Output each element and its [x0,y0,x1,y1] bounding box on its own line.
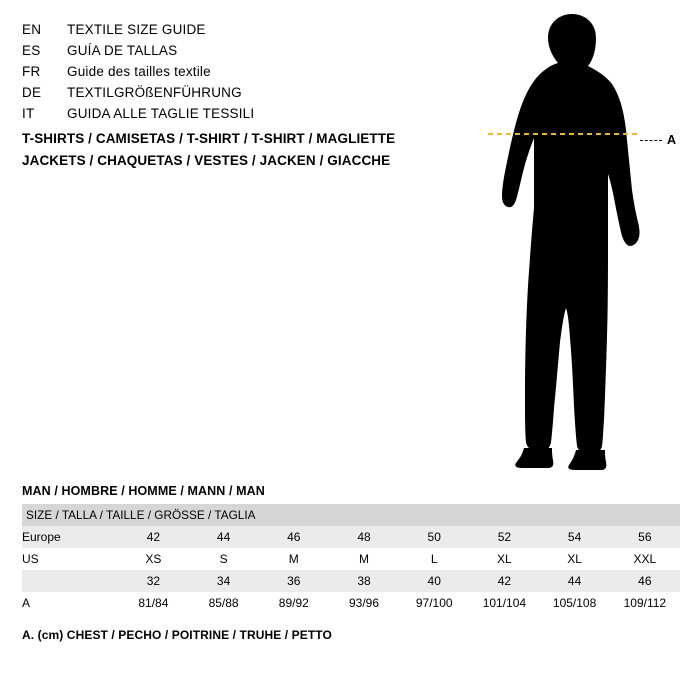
table-header-row [22,504,680,526]
language-code: IT [22,106,35,121]
category-lines [22,128,482,172]
language-title: TEXTILGRÖßENFÜHRUNG [67,85,242,100]
cell: 32 [118,570,188,592]
foot-left [515,448,553,468]
cell: 52 [469,526,539,548]
language-header-block [22,22,452,127]
table-row [22,548,680,570]
row-label [22,570,118,592]
cell: 44 [540,570,610,592]
cell: 56 [610,526,680,548]
language-code: ES [22,43,41,58]
category-line-tshirts: T-SHIRTS / CAMISETAS / T-SHIRT / T-SHIRT / MAGLIETTE [22,131,396,146]
callout-dash-line [640,140,662,141]
language-title: GUÍA DE TALLAS [67,43,178,58]
language-title: Guide des tailles textile [67,64,211,79]
cell: S [219,552,228,566]
cell: 38 [329,570,399,592]
cell: 97/100 [415,596,453,610]
table-row [22,592,680,614]
cell: 101/104 [482,596,527,610]
cell: L [430,552,438,566]
cell: 46 [610,570,680,592]
table-row [22,526,680,548]
cell: 50 [399,526,469,548]
foot-right [568,450,606,470]
language-title: TEXTILE SIZE GUIDE [67,22,206,37]
language-code: EN [22,22,42,37]
cell: 81/84 [138,596,169,610]
cell: 109/112 [623,596,667,610]
category-line-jackets: JACKETS / CHAQUETAS / VESTES / JACKEN / GIACCHE [22,153,391,168]
cell: 46 [259,526,329,548]
cell: 85/88 [208,596,239,610]
cell: 40 [399,570,469,592]
cell: XS [145,552,162,566]
row-label: A [22,596,31,610]
cell: 44 [188,526,258,548]
cell: XL [567,552,582,566]
row-label: US [22,552,39,566]
cell: M [358,552,369,566]
language-code: FR [22,64,41,79]
size-table-area [22,484,680,642]
language-title: GUIDA ALLE TAGLIE TESSILI [67,106,255,121]
language-row [22,106,452,127]
male-silhouette-figure [460,8,690,478]
cell: 42 [118,526,188,548]
language-row [22,85,452,106]
cell: 89/92 [278,596,309,610]
size-table [22,504,680,614]
callout-label-a: A [667,133,677,147]
cell: 105/108 [552,596,597,610]
cell: M [288,552,299,566]
cell: 42 [469,570,539,592]
table-footnote: A. (cm) CHEST / PECHO / POITRINE / TRUHE / PETTO [22,628,332,642]
cell: 36 [259,570,329,592]
language-row [22,64,452,85]
cell: XXL [633,552,657,566]
cell: XL [497,552,512,566]
table-row [22,570,680,592]
cell: 48 [329,526,399,548]
language-row [22,22,452,43]
cell: 93/96 [348,596,379,610]
silhouette-svg [460,8,690,478]
cell: 34 [188,570,258,592]
language-row [22,43,452,64]
row-label: Europe [22,526,118,548]
table-header-label: SIZE / TALLA / TAILLE / GRÖSSE / TAGLIA [22,504,680,526]
language-code: DE [22,85,42,100]
cell: 54 [540,526,610,548]
table-group-title: MAN / HOMBRE / HOMME / MANN / MAN [22,484,265,498]
